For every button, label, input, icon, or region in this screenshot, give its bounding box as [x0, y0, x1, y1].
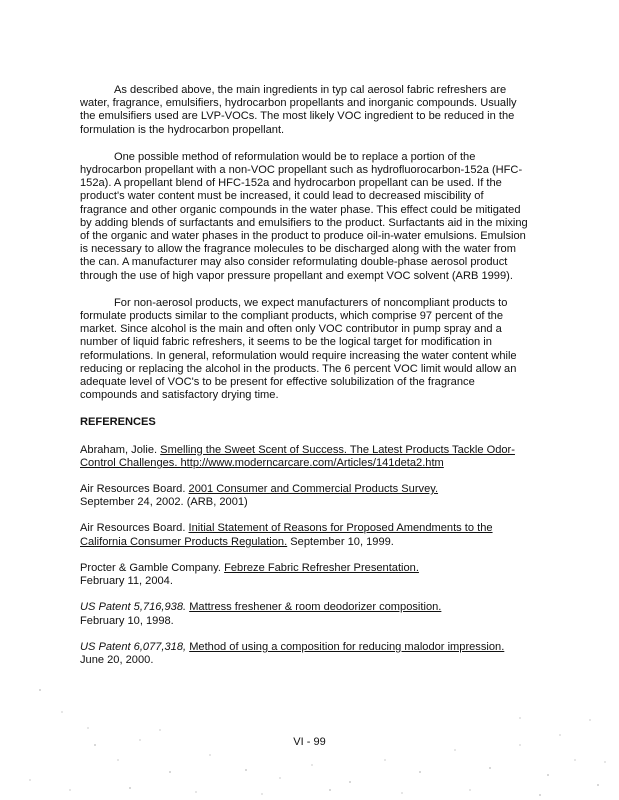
reference-title-link[interactable]: Febreze Fabric Refresher Presentation. — [224, 561, 419, 574]
document-body — [80, 84, 528, 680]
reference-author: Air Resources Board. — [80, 483, 189, 496]
reference-title-link[interactable]: Smelling the Sweet Scent of Success. The Latest Products Tackle Odor-Control Challenges. http://www.moderncarcare.com/Articles/141deta2.htm — [80, 443, 515, 469]
reference-date: June 20, 2000. — [80, 653, 154, 666]
reference-date: February 11, 2004. — [80, 575, 173, 588]
references-heading: REFERENCES — [80, 416, 156, 429]
reference-date: February 10, 1998. — [80, 614, 174, 627]
reference-item — [80, 562, 528, 588]
reference-date: September 24, 2002. (ARB, 2001) — [80, 496, 248, 509]
reference-title-link[interactable]: 2001 Consumer and Commercial Products Survey. — [188, 483, 439, 496]
reference-title-link[interactable]: Initial Statement of Reasons for Proposed Amendments to the California Consumer Products Regulation. — [80, 522, 493, 548]
reference-item — [80, 641, 528, 667]
reference-item — [80, 601, 528, 627]
reference-item — [80, 522, 528, 548]
reference-author: Air Resources Board. — [80, 522, 189, 535]
paragraph-non-aerosol: For non-aerosol products, we expect manufacturers of noncompliant products to formulate products similar to the compliant products, which comprise 97 percent of the market. Since alcohol is the main and often only VOC contributor in pump spray and a number of liquid fabric refreshers, it seems to be the logical target for modification in reformulations. In general, reformulation would require increasing the water content while reducing or replacing the alcohol in the products. The 6 percent VOC limit would allow an adequate level of VOC's to be present for effective solubilization of the fragrance compounds and satisfactory drying time. — [80, 296, 517, 402]
reference-date: September 10, 1999. — [287, 535, 394, 548]
reference-author: Abraham, Jolie. — [80, 443, 161, 456]
paragraph-reformulation: One possible method of reformulation would be to replace a portion of the hydrocarbon propellant with a non-VOC propellant such as hydrofluorocarbon-152a (HFC-152a). A propellant blend of HFC-152a and hydrocarbon propellant can be used. If the product's water content must be increased, it could lead to decreased miscibility of fragrance and other organic compounds in the water phase. This effect could be mitigated by adding blends of surfactants and emulsifiers to the product. Surfactants aid in the mixing of the organic and water phases in the product to produce oil-in-water emulsions. Emulsion is necessary to allow the fragrance molecules to be discharged along with the water from the can. A manufacturer may also consider reformulating double-phase aerosol product through the use of high vapor pressure propellant and exempt VOC solvent (ARB 1999). — [80, 150, 528, 282]
reference-item — [80, 483, 528, 509]
reference-title-link[interactable]: Method of using a composition for reducing malodor impression. — [189, 640, 505, 653]
paragraph-intro: As described above, the main ingredients in typ cal aerosol fabric refreshers are water, fragrance, emulsifiers, hydrocarbon propellants and inorganic compounds. Usually the emulsifiers used are LVP-VOCs. The most likely VOC ingredient to be reduced in the formulation is the hydrocarbon propellant. — [80, 84, 517, 136]
reference-item — [80, 444, 528, 470]
reference-author: Procter & Gamble Company. — [80, 561, 225, 574]
reference-title-link[interactable]: Mattress freshener & room deodorizer composition. — [189, 601, 442, 614]
page-number: VI - 99 — [293, 736, 326, 748]
reference-patent-number: US Patent 6,077,318, — [80, 640, 187, 653]
reference-patent-number: US Patent 5,716,938. — [80, 601, 187, 614]
